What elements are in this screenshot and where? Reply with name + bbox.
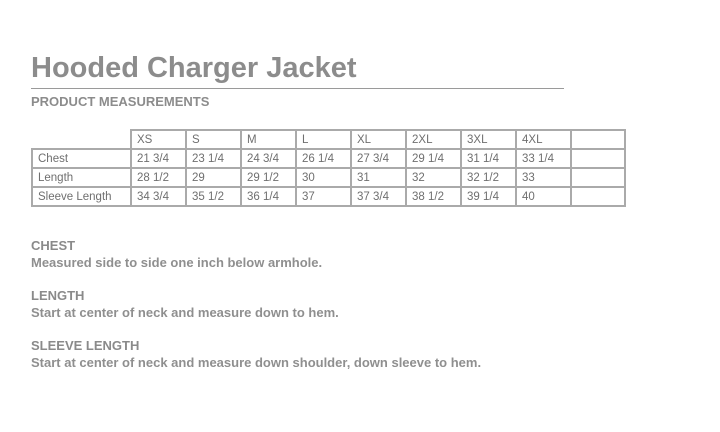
sleeve-length-description: Start at center of neck and measure down shoulder, down sleeve to hem. <box>31 355 482 370</box>
row-label-sleeve-length: Sleeve Length <box>32 187 131 206</box>
table-cell: 40 <box>516 187 571 206</box>
title-divider <box>31 88 564 89</box>
size-header-3xl: 3XL <box>461 130 516 149</box>
table-cell <box>571 149 625 168</box>
size-header-2xl: 2XL <box>406 130 461 149</box>
table-cell: 29 <box>186 168 241 187</box>
size-header-4xl: 4XL <box>516 130 571 149</box>
size-header-row <box>32 130 625 149</box>
table-cell: 31 1/4 <box>461 149 516 168</box>
table-cell: 33 <box>516 168 571 187</box>
table-cell: 34 3/4 <box>131 187 186 206</box>
sleeve-length-instruction <box>31 337 481 371</box>
size-chart-table <box>31 129 626 207</box>
length-instruction <box>31 287 339 321</box>
size-header-l: L <box>296 130 351 149</box>
size-header-xl: XL <box>351 130 406 149</box>
table-cell <box>571 168 625 187</box>
sleeve-length-heading: SLEEVE LENGTH <box>31 338 140 353</box>
table-cell: 37 3/4 <box>351 187 406 206</box>
table-cell: 32 1/2 <box>461 168 516 187</box>
table-cell: 32 <box>406 168 461 187</box>
table-cell: 37 <box>296 187 351 206</box>
table-row <box>32 187 625 206</box>
product-title: Hooded Charger Jacket <box>31 52 357 84</box>
row-label-chest: Chest <box>32 149 131 168</box>
chest-description: Measured side to side one inch below armhole. <box>31 255 323 270</box>
table-cell <box>571 187 625 206</box>
table-corner-cell <box>32 130 131 149</box>
chest-instruction <box>31 237 322 271</box>
table-cell: 26 1/4 <box>296 149 351 168</box>
table-cell: 30 <box>296 168 351 187</box>
chest-heading: CHEST <box>31 238 76 253</box>
table-cell: 33 1/4 <box>516 149 571 168</box>
size-header-m: M <box>241 130 296 149</box>
table-row <box>32 149 625 168</box>
length-heading: LENGTH <box>31 288 85 303</box>
table-cell: 28 1/2 <box>131 168 186 187</box>
table-cell: 38 1/2 <box>406 187 461 206</box>
table-cell: 27 3/4 <box>351 149 406 168</box>
size-header-s: S <box>186 130 241 149</box>
size-header-xs: XS <box>131 130 186 149</box>
table-cell: 29 1/4 <box>406 149 461 168</box>
product-measurements-subtitle: PRODUCT MEASUREMENTS <box>31 94 210 109</box>
row-label-length: Length <box>32 168 131 187</box>
length-description: Start at center of neck and measure down to hem. <box>31 305 339 320</box>
table-cell: 29 1/2 <box>241 168 296 187</box>
table-cell: 36 1/4 <box>241 187 296 206</box>
table-cell: 31 <box>351 168 406 187</box>
table-cell: 24 3/4 <box>241 149 296 168</box>
table-cell: 39 1/4 <box>461 187 516 206</box>
table-cell: 23 1/4 <box>186 149 241 168</box>
table-cell: 21 3/4 <box>131 149 186 168</box>
size-header-empty <box>571 130 625 149</box>
table-row <box>32 168 625 187</box>
table-cell: 35 1/2 <box>186 187 241 206</box>
